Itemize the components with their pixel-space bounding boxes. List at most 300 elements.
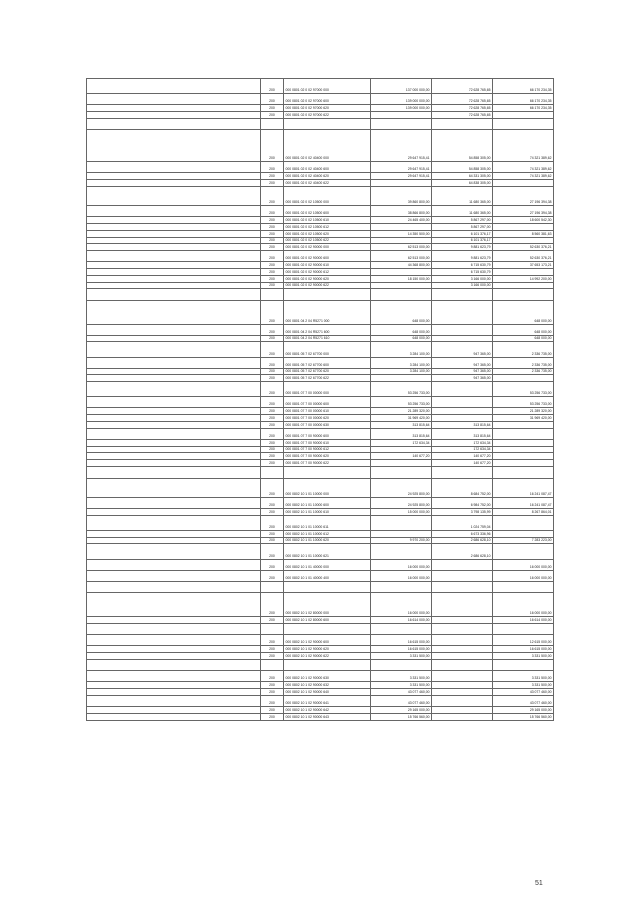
row-budget-code: 000 0801 07 7 00 90000 622 — [284, 460, 371, 467]
row-budget-code: 000 0801 04 2 04 R5271 600 — [284, 324, 371, 335]
row-description — [87, 713, 261, 720]
table-row — [87, 244, 554, 251]
row-amount-approved: 14 350 500,00 — [371, 230, 432, 237]
row-code: 200 — [261, 217, 284, 224]
row-budget-code: 000 0801 07 7 00 90000 620 — [284, 453, 371, 460]
row-amount-remaining: 16 615 000,00 — [493, 646, 554, 653]
table-body — [87, 79, 554, 721]
row-code: 200 — [261, 478, 284, 497]
table-row — [87, 544, 554, 559]
row-description — [87, 635, 261, 646]
row-description — [87, 269, 261, 276]
row-budget-code: 000 0801 07 7 00 90000 600 — [284, 428, 371, 439]
row-budget-code: 000 0802 10 1 02 80000 600 — [284, 616, 371, 623]
row-amount-approved — [371, 282, 432, 289]
row-amount-approved: 313 815,64 — [371, 428, 432, 439]
spacer-row — [87, 118, 554, 130]
row-amount-approved: 24 925 800,00 — [371, 497, 432, 508]
row-budget-code: 000 0801 05 7 02 67700 620 — [284, 368, 371, 375]
table-row — [87, 105, 554, 112]
row-amount-approved: 137 000 000,00 — [371, 79, 432, 94]
row-code: 200 — [261, 593, 284, 617]
row-amount-approved: 38 866 800,00 — [371, 206, 432, 217]
row-amount-executed: 313 815,64 — [432, 421, 493, 428]
row-budget-code: 000 0802 10 1 02 90000 642 — [284, 706, 371, 713]
row-amount-remaining: 66 170 234,35 — [493, 94, 554, 105]
row-code: 200 — [261, 695, 284, 706]
row-description — [87, 180, 261, 187]
row-amount-executed: 6 101 376,17 — [432, 230, 493, 237]
row-budget-code: 000 0802 10 1 01 10000 610 — [284, 508, 371, 515]
row-amount-executed: 6 673 336,96 — [432, 530, 493, 537]
row-budget-code: 000 0801 02 0 02 90000 620 — [284, 275, 371, 282]
table-row — [87, 357, 554, 368]
row-description — [87, 652, 261, 659]
row-amount-executed: 6 101 376,17 — [432, 237, 493, 244]
row-code: 200 — [261, 652, 284, 659]
row-amount-executed — [432, 415, 493, 422]
row-amount-approved: 139 000 000,00 — [371, 105, 432, 112]
row-code: 200 — [261, 415, 284, 422]
row-amount-remaining — [493, 237, 554, 244]
row-code: 200 — [261, 515, 284, 530]
table-row — [87, 415, 554, 422]
row-code: 200 — [261, 105, 284, 112]
row-budget-code: 000 0802 10 1 01 10000 621 — [284, 544, 371, 559]
row-budget-code: 000 0802 10 1 02 90000 632 — [284, 682, 371, 689]
row-description — [87, 275, 261, 282]
row-amount-approved: 16 615 000,00 — [371, 635, 432, 646]
row-amount-approved: 3 284 100,00 — [371, 357, 432, 368]
row-budget-code: 000 0801 02 0 02 10500 622 — [284, 237, 371, 244]
row-amount-approved: 3 284 100,00 — [371, 368, 432, 375]
row-amount-approved — [371, 460, 432, 467]
row-budget-code: 000 0802 10 1 02 90000 630 — [284, 671, 371, 682]
row-amount-executed: 72 628 765,65 — [432, 111, 493, 118]
row-description — [87, 282, 261, 289]
row-code: 200 — [261, 162, 284, 173]
row-amount-remaining: 2 336 735,00 — [493, 368, 554, 375]
row-amount-remaining: 16 614 000,00 — [493, 616, 554, 623]
row-amount-executed: 6 984 752,00 — [432, 497, 493, 508]
row-description — [87, 397, 261, 408]
row-amount-remaining: 52 630 376,21 — [493, 251, 554, 262]
row-code: 200 — [261, 224, 284, 231]
spacer-row — [87, 289, 554, 301]
row-code: 200 — [261, 689, 284, 696]
row-code: 200 — [261, 537, 284, 544]
row-description — [87, 217, 261, 224]
row-amount-executed: 140 677,20 — [432, 460, 493, 467]
row-amount-approved: 648 000,00 — [371, 335, 432, 342]
row-amount-executed: 3 166 000,00 — [432, 275, 493, 282]
table-row — [87, 130, 554, 162]
table-row — [87, 497, 554, 508]
table-row — [87, 695, 554, 706]
row-amount-approved: 43 077 460,00 — [371, 695, 432, 706]
row-amount-remaining: 53 256 733,00 — [493, 382, 554, 397]
row-description — [87, 695, 261, 706]
row-amount-approved: 21 289 320,00 — [371, 408, 432, 415]
row-amount-approved: 39 860 800,00 — [371, 186, 432, 205]
row-amount-executed — [432, 646, 493, 653]
row-amount-approved: 15 766 560,00 — [371, 713, 432, 720]
row-description — [87, 671, 261, 682]
row-amount-approved: 648 000,00 — [371, 324, 432, 335]
row-description — [87, 478, 261, 497]
table-row — [87, 186, 554, 205]
row-amount-remaining: 31 969 420,00 — [493, 415, 554, 422]
row-budget-code: 000 0802 10 1 01 10000 600 — [284, 497, 371, 508]
row-budget-code: 000 0801 05 7 02 67700 622 — [284, 375, 371, 382]
row-code: 200 — [261, 497, 284, 508]
table-row — [87, 206, 554, 217]
row-description — [87, 173, 261, 180]
table-row — [87, 375, 554, 382]
row-code: 200 — [261, 206, 284, 217]
row-amount-remaining: 74 321 389,62 — [493, 130, 554, 162]
row-budget-code: 000 0801 04 2 04 R5271 000 — [284, 301, 371, 325]
row-amount-executed — [432, 570, 493, 581]
row-amount-approved: 16 000 000,00 — [371, 559, 432, 570]
row-amount-executed — [432, 397, 493, 408]
row-amount-executed: 6 715 630,79 — [432, 262, 493, 269]
row-amount-executed: 6 715 630,79 — [432, 269, 493, 276]
row-amount-executed: 8 684 752,00 — [432, 478, 493, 497]
row-code: 200 — [261, 508, 284, 515]
row-code: 200 — [261, 342, 284, 357]
row-amount-approved — [371, 544, 432, 559]
table-row — [87, 537, 554, 544]
row-budget-code: 000 0802 10 1 01 10000 000 — [284, 478, 371, 497]
row-amount-remaining: 16 000 000,00 — [493, 570, 554, 581]
row-description — [87, 301, 261, 325]
row-amount-executed — [432, 382, 493, 397]
table-row — [87, 275, 554, 282]
row-amount-executed: 9 881 623,79 — [432, 251, 493, 262]
table-row — [87, 269, 554, 276]
row-budget-code: 000 0802 10 1 02 90000 622 — [284, 652, 371, 659]
table-row — [87, 428, 554, 439]
row-budget-code: 000 0801 07 7 00 00000 620 — [284, 415, 371, 422]
row-description — [87, 497, 261, 508]
row-code: 200 — [261, 173, 284, 180]
row-amount-approved: 313 815,64 — [371, 421, 432, 428]
spacer-row — [87, 659, 554, 671]
row-budget-code: 000 0801 07 7 00 00000 610 — [284, 408, 371, 415]
row-amount-executed — [432, 635, 493, 646]
row-amount-remaining — [493, 530, 554, 537]
table-row — [87, 162, 554, 173]
row-amount-executed: 9 881 623,79 — [432, 244, 493, 251]
row-amount-executed: 3 798 135,99 — [432, 508, 493, 515]
row-budget-code: 000 0801 04 2 04 R5271 610 — [284, 335, 371, 342]
row-budget-code: 000 0802 10 1 02 90000 641 — [284, 695, 371, 706]
row-amount-remaining: 74 321 389,62 — [493, 173, 554, 180]
row-amount-approved: 139 000 000,00 — [371, 94, 432, 105]
row-amount-remaining: 52 630 376,21 — [493, 244, 554, 251]
row-amount-approved — [371, 446, 432, 453]
row-description — [87, 368, 261, 375]
row-description — [87, 105, 261, 112]
row-amount-remaining: 43 077 460,00 — [493, 695, 554, 706]
table-row — [87, 342, 554, 357]
row-budget-code: 000 0802 10 1 02 80000 000 — [284, 593, 371, 617]
row-code: 200 — [261, 79, 284, 94]
row-amount-remaining — [493, 269, 554, 276]
table-row — [87, 224, 554, 231]
row-description — [87, 508, 261, 515]
row-budget-code: 000 0801 02 0 02 90000 000 — [284, 244, 371, 251]
table-row — [87, 453, 554, 460]
row-amount-approved: 140 677,20 — [371, 453, 432, 460]
row-amount-executed: 3 166 000,00 — [432, 282, 493, 289]
row-amount-remaining: 29 165 000,00 — [493, 706, 554, 713]
table-row — [87, 251, 554, 262]
row-amount-approved: 16 615 000,00 — [371, 646, 432, 653]
table-row — [87, 237, 554, 244]
row-amount-remaining: 16 241 087,47 — [493, 478, 554, 497]
row-description — [87, 94, 261, 105]
spacer-row — [87, 581, 554, 593]
table-row — [87, 335, 554, 342]
row-amount-remaining: 27 196 394,38 — [493, 186, 554, 205]
row-amount-executed: 2 686 628,10 — [432, 544, 493, 559]
table-row — [87, 397, 554, 408]
row-description — [87, 130, 261, 162]
row-code: 200 — [261, 324, 284, 335]
table-row — [87, 301, 554, 325]
row-amount-remaining: 16 000 000,00 — [493, 559, 554, 570]
row-amount-remaining — [493, 460, 554, 467]
table-row — [87, 652, 554, 659]
row-code: 200 — [261, 382, 284, 397]
row-amount-approved: 3 284 100,00 — [371, 342, 432, 357]
row-amount-remaining: 74 321 389,62 — [493, 162, 554, 173]
row-description — [87, 646, 261, 653]
row-budget-code: 000 0801 07 7 00 90000 610 — [284, 439, 371, 446]
row-amount-remaining — [493, 180, 554, 187]
row-amount-executed: 54 858 305,00 — [432, 162, 493, 173]
row-amount-executed: 5 867 297,00 — [432, 224, 493, 231]
row-budget-code: 000 0801 02 0 02 90000 612 — [284, 269, 371, 276]
row-code: 200 — [261, 428, 284, 439]
table-row — [87, 682, 554, 689]
row-amount-approved: 24 465 400,00 — [371, 217, 432, 224]
row-amount-executed — [432, 671, 493, 682]
row-amount-approved: 53 256 733,00 — [371, 382, 432, 397]
row-description — [87, 335, 261, 342]
row-description — [87, 79, 261, 94]
row-amount-approved: 18 150 000,00 — [371, 275, 432, 282]
row-code: 200 — [261, 186, 284, 205]
row-amount-executed: 11 680 365,00 — [432, 206, 493, 217]
row-code: 200 — [261, 530, 284, 537]
row-amount-approved: 62 513 000,00 — [371, 251, 432, 262]
row-amount-remaining: 15 766 560,00 — [493, 713, 554, 720]
row-amount-approved: 31 969 420,00 — [371, 415, 432, 422]
row-budget-code: 000 0802 10 1 01 10000 612 — [284, 530, 371, 537]
row-description — [87, 689, 261, 696]
row-description — [87, 559, 261, 570]
row-budget-code: 000 0802 10 1 01 40000 000 — [284, 559, 371, 570]
row-amount-executed: 64 838 305,00 — [432, 180, 493, 187]
row-amount-remaining — [493, 282, 554, 289]
row-description — [87, 446, 261, 453]
row-amount-remaining — [493, 428, 554, 439]
row-description — [87, 537, 261, 544]
row-code: 200 — [261, 559, 284, 570]
row-amount-approved: 3 331 500,00 — [371, 671, 432, 682]
row-amount-remaining: 43 077 460,00 — [493, 689, 554, 696]
row-code: 200 — [261, 421, 284, 428]
row-code: 200 — [261, 251, 284, 262]
row-code: 200 — [261, 262, 284, 269]
row-description — [87, 428, 261, 439]
row-code: 200 — [261, 616, 284, 623]
row-budget-code: 000 0801 02 0 02 97000 000 — [284, 79, 371, 94]
row-amount-remaining: 66 170 234,35 — [493, 79, 554, 94]
table-row — [87, 382, 554, 397]
row-amount-executed — [432, 335, 493, 342]
row-amount-executed: 1 024 759,04 — [432, 515, 493, 530]
row-amount-executed: 72 628 765,65 — [432, 105, 493, 112]
row-code: 200 — [261, 130, 284, 162]
row-budget-code: 000 0801 02 0 02 97000 600 — [284, 94, 371, 105]
row-amount-approved: 29 647 915,41 — [371, 130, 432, 162]
row-amount-executed — [432, 616, 493, 623]
row-amount-executed: 11 680 365,00 — [432, 186, 493, 205]
row-description — [87, 342, 261, 357]
row-amount-executed: 313 815,64 — [432, 428, 493, 439]
spacer-row — [87, 466, 554, 478]
row-amount-remaining: 21 289 320,00 — [493, 408, 554, 415]
row-amount-executed — [432, 652, 493, 659]
row-amount-remaining: 53 256 733,00 — [493, 397, 554, 408]
row-description — [87, 544, 261, 559]
row-amount-remaining: 14 992 200,00 — [493, 275, 554, 282]
row-amount-executed: 172 634,34 — [432, 439, 493, 446]
row-amount-executed: 5 867 297,00 — [432, 217, 493, 224]
row-budget-code: 000 0801 02 0 02 97000 620 — [284, 105, 371, 112]
row-budget-code: 000 0802 10 1 01 40000 400 — [284, 570, 371, 581]
row-amount-approved: 44 368 800,00 — [371, 262, 432, 269]
row-description — [87, 593, 261, 617]
row-amount-executed — [432, 408, 493, 415]
table-row — [87, 324, 554, 335]
row-budget-code: 000 0801 02 0 02 10500 620 — [284, 230, 371, 237]
table-row — [87, 446, 554, 453]
row-code: 200 — [261, 544, 284, 559]
row-amount-executed — [432, 301, 493, 325]
row-amount-approved: 15 000 000,00 — [371, 508, 432, 515]
row-description — [87, 530, 261, 537]
row-amount-remaining: 648 000,00 — [493, 335, 554, 342]
row-amount-approved: 648 000,00 — [371, 301, 432, 325]
row-amount-approved: 43 077 460,00 — [371, 689, 432, 696]
row-budget-code: 000 0802 10 1 02 90000 640 — [284, 689, 371, 696]
table-row — [87, 460, 554, 467]
row-code: 200 — [261, 357, 284, 368]
row-amount-remaining: 648 000,00 — [493, 301, 554, 325]
row-code: 200 — [261, 375, 284, 382]
row-code: 200 — [261, 269, 284, 276]
row-amount-approved — [371, 111, 432, 118]
row-description — [87, 111, 261, 118]
row-description — [87, 460, 261, 467]
row-amount-remaining: 12 615 000,00 — [493, 635, 554, 646]
table-row — [87, 689, 554, 696]
row-amount-remaining: 8 267 864,01 — [493, 508, 554, 515]
row-amount-executed: 72 628 765,65 — [432, 94, 493, 105]
row-code: 200 — [261, 301, 284, 325]
row-amount-approved — [371, 224, 432, 231]
row-amount-remaining: 7 283 223,00 — [493, 537, 554, 544]
row-amount-approved — [371, 375, 432, 382]
row-code: 200 — [261, 244, 284, 251]
row-amount-remaining — [493, 515, 554, 530]
row-amount-remaining: 27 196 394,38 — [493, 206, 554, 217]
row-description — [87, 415, 261, 422]
row-budget-code: 000 0801 05 7 02 67700 600 — [284, 357, 371, 368]
table-row — [87, 559, 554, 570]
row-code: 200 — [261, 282, 284, 289]
row-code: 200 — [261, 368, 284, 375]
table-row — [87, 706, 554, 713]
row-description — [87, 244, 261, 251]
row-code: 200 — [261, 453, 284, 460]
row-amount-executed: 947 365,00 — [432, 375, 493, 382]
row-budget-code: 000 0801 02 0 02 10500 610 — [284, 217, 371, 224]
page-number: 51 — [535, 880, 543, 887]
row-amount-remaining: 66 170 234,35 — [493, 105, 554, 112]
row-amount-approved — [371, 180, 432, 187]
row-code: 200 — [261, 635, 284, 646]
row-amount-executed — [432, 713, 493, 720]
row-code: 200 — [261, 397, 284, 408]
row-description — [87, 682, 261, 689]
row-amount-approved — [371, 237, 432, 244]
row-description — [87, 515, 261, 530]
row-code: 200 — [261, 646, 284, 653]
row-amount-remaining: 2 336 735,00 — [493, 357, 554, 368]
row-amount-remaining: 37 653 173,21 — [493, 262, 554, 269]
row-description — [87, 439, 261, 446]
row-amount-approved: 172 634,34 — [371, 439, 432, 446]
row-amount-approved: 62 513 000,00 — [371, 244, 432, 251]
row-amount-executed — [432, 324, 493, 335]
budget-execution-table — [86, 78, 554, 721]
row-amount-remaining — [493, 375, 554, 382]
row-amount-approved: 16 614 000,00 — [371, 616, 432, 623]
row-amount-executed: 947 365,00 — [432, 357, 493, 368]
row-amount-remaining: 16 000 000,00 — [493, 593, 554, 617]
row-amount-executed — [432, 682, 493, 689]
table-row — [87, 79, 554, 94]
row-code: 200 — [261, 408, 284, 415]
row-description — [87, 324, 261, 335]
row-amount-executed: 72 628 765,65 — [432, 79, 493, 94]
table-row — [87, 173, 554, 180]
row-description — [87, 382, 261, 397]
row-code: 200 — [261, 237, 284, 244]
row-budget-code: 000 0801 05 7 02 67700 000 — [284, 342, 371, 357]
row-amount-approved: 53 256 733,00 — [371, 397, 432, 408]
row-amount-remaining — [493, 224, 554, 231]
row-budget-code: 000 0802 10 1 02 90000 620 — [284, 646, 371, 653]
row-amount-approved: 9 970 200,00 — [371, 537, 432, 544]
row-budget-code: 000 0801 02 0 02 10500 612 — [284, 224, 371, 231]
